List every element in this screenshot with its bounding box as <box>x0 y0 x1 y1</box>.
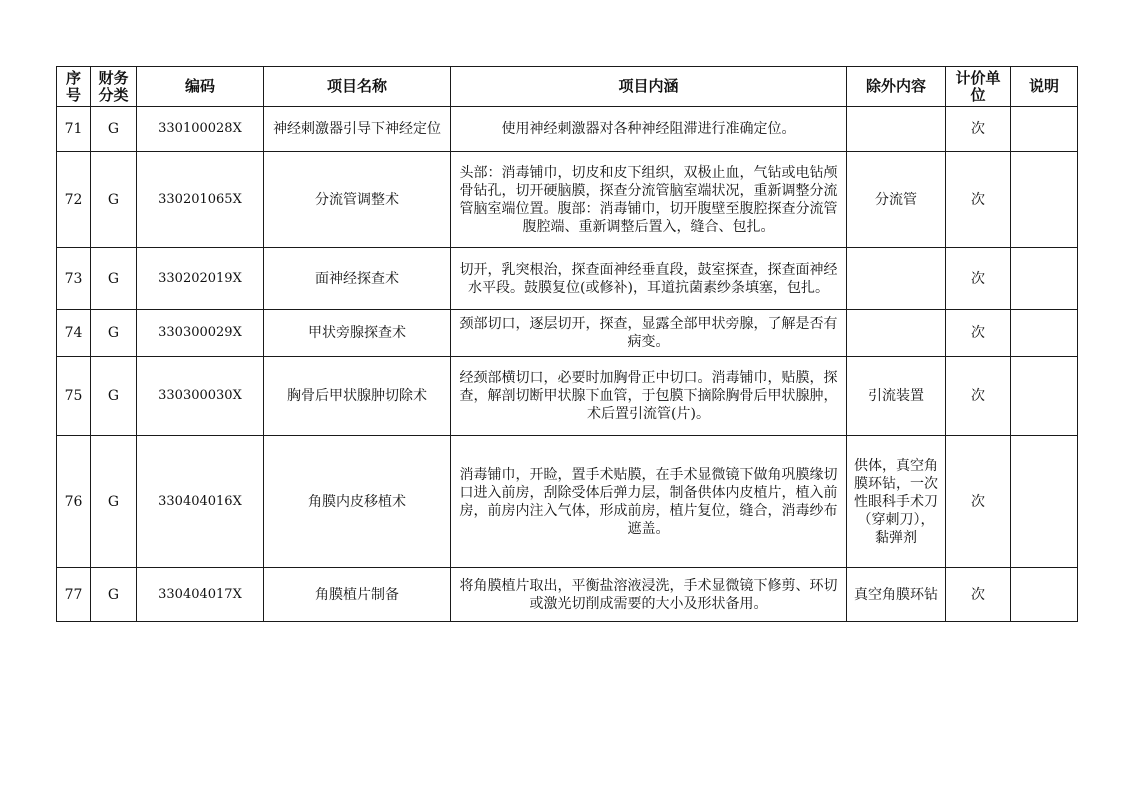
cell-unit: 次 <box>946 357 1011 436</box>
table-header-row <box>57 67 1078 107</box>
cell-excluded: 供体，真空角膜环钻，一次性眼科手术刀（穿刺刀），黏弹剂 <box>847 436 946 568</box>
cell-unit: 次 <box>946 568 1011 622</box>
cell-name: 分流管调整术 <box>264 152 451 248</box>
table-row <box>57 152 1078 248</box>
cell-name: 角膜内皮移植术 <box>264 436 451 568</box>
cell-category: G <box>91 310 137 357</box>
table-row <box>57 568 1078 622</box>
cell-unit: 次 <box>946 152 1011 248</box>
table-row <box>57 436 1078 568</box>
table-row <box>57 310 1078 357</box>
cell-code: 330300030X <box>137 357 264 436</box>
cell-category: G <box>91 436 137 568</box>
cell-excluded: 分流管 <box>847 152 946 248</box>
cell-excluded <box>847 248 946 310</box>
cell-code: 330404017X <box>137 568 264 622</box>
cell-seq: 71 <box>57 107 91 152</box>
table-row <box>57 248 1078 310</box>
cell-seq: 75 <box>57 357 91 436</box>
table-row <box>57 107 1078 152</box>
cell-note <box>1011 152 1078 248</box>
cell-content: 切开，乳突根治，探查面神经垂直段，鼓室探查，探查面神经水平段。鼓膜复位(或修补)，耳道抗菌素纱条填塞，包扎。 <box>451 248 847 310</box>
cell-name: 面神经探查术 <box>264 248 451 310</box>
cell-note <box>1011 248 1078 310</box>
cell-code: 330404016X <box>137 436 264 568</box>
cell-excluded: 引流装置 <box>847 357 946 436</box>
cell-name: 胸骨后甲状腺肿切除术 <box>264 357 451 436</box>
cell-category: G <box>91 248 137 310</box>
header-content: 项目内涵 <box>451 67 847 107</box>
cell-name: 甲状旁腺探查术 <box>264 310 451 357</box>
cell-content: 颈部切口，逐层切开，探查，显露全部甲状旁腺，了解是否有病变。 <box>451 310 847 357</box>
cell-note <box>1011 436 1078 568</box>
cell-excluded: 真空角膜环钻 <box>847 568 946 622</box>
header-seq: 序号 <box>57 67 91 107</box>
header-unit: 计价单位 <box>946 67 1011 107</box>
header-note: 说明 <box>1011 67 1078 107</box>
price-item-table <box>56 66 1078 622</box>
cell-category: G <box>91 107 137 152</box>
cell-seq: 73 <box>57 248 91 310</box>
cell-unit: 次 <box>946 436 1011 568</box>
cell-unit: 次 <box>946 107 1011 152</box>
cell-name: 角膜植片制备 <box>264 568 451 622</box>
cell-code: 330100028X <box>137 107 264 152</box>
cell-seq: 74 <box>57 310 91 357</box>
table-row <box>57 357 1078 436</box>
header-code: 编码 <box>137 67 264 107</box>
cell-name: 神经刺激器引导下神经定位 <box>264 107 451 152</box>
cell-content: 消毒铺巾，开睑，置手术贴膜，在手术显微镜下做角巩膜缘切口进入前房，刮除受体后弹力层，制备供体内皮植片，植入前房，前房内注入气体，形成前房，植片复位，缝合，消毒纱布遮盖。 <box>451 436 847 568</box>
cell-code: 330300029X <box>137 310 264 357</box>
cell-note <box>1011 357 1078 436</box>
cell-category: G <box>91 568 137 622</box>
cell-seq: 72 <box>57 152 91 248</box>
cell-content: 经颈部横切口，必要时加胸骨正中切口。消毒铺巾，贴膜，探查，解剖切断甲状腺下血管，于包膜下摘除胸骨后甲状腺肿，术后置引流管(片)。 <box>451 357 847 436</box>
cell-content: 使用神经刺激器对各种神经阻滞进行准确定位。 <box>451 107 847 152</box>
cell-note <box>1011 568 1078 622</box>
cell-content: 将角膜植片取出，平衡盐溶液浸洗，手术显微镜下修剪、环切或激光切削成需要的大小及形状备用。 <box>451 568 847 622</box>
header-category: 财务分类 <box>91 67 137 107</box>
cell-seq: 77 <box>57 568 91 622</box>
cell-unit: 次 <box>946 248 1011 310</box>
cell-note <box>1011 107 1078 152</box>
cell-unit: 次 <box>946 310 1011 357</box>
header-name: 项目名称 <box>264 67 451 107</box>
cell-excluded <box>847 107 946 152</box>
cell-content: 头部：消毒铺巾，切皮和皮下组织，双极止血，气钻或电钻颅骨钻孔，切开硬脑膜，探查分流管脑室端状况，重新调整分流管脑室端位置。腹部：消毒铺巾，切开腹壁至腹腔探查分流管腹腔端、重新调整后置入，缝合、包扎。 <box>451 152 847 248</box>
cell-seq: 76 <box>57 436 91 568</box>
header-excluded: 除外内容 <box>847 67 946 107</box>
cell-code: 330202019X <box>137 248 264 310</box>
cell-note <box>1011 310 1078 357</box>
cell-excluded <box>847 310 946 357</box>
cell-code: 330201065X <box>137 152 264 248</box>
cell-category: G <box>91 357 137 436</box>
cell-category: G <box>91 152 137 248</box>
